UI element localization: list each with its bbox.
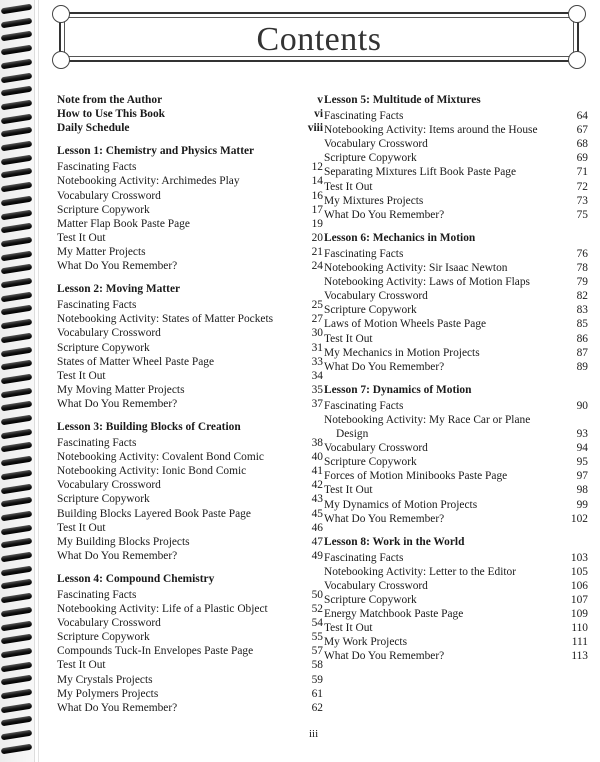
- binding-coil: [1, 346, 33, 357]
- toc-entry[interactable]: [57, 701, 323, 715]
- toc-entry-page: 49: [311, 549, 323, 562]
- toc-entry[interactable]: [57, 673, 323, 687]
- toc-entry-page: 19: [311, 217, 323, 230]
- toc-entry-label: Forces of Motion Minibooks Paste Page: [324, 470, 508, 483]
- binding-coil: [1, 127, 33, 138]
- toc-entry[interactable]: [324, 137, 588, 151]
- toc-entry-label: Scripture Copywork: [324, 456, 417, 469]
- toc-entry-page: 103: [570, 551, 588, 564]
- binding-coil: [1, 579, 33, 590]
- toc-entry-label: Fascinating Facts: [57, 161, 137, 174]
- toc-entry-label: Vocabulary Crossword: [57, 617, 161, 630]
- toc-entry-page: 102: [570, 512, 588, 525]
- binding-coil: [1, 606, 33, 617]
- toc-entry-label: Vocabulary Crossword: [324, 138, 428, 151]
- toc-entry[interactable]: [324, 512, 588, 526]
- toc-entry[interactable]: [324, 399, 588, 413]
- toc-entry-page: 99: [576, 498, 588, 511]
- title-frame: [59, 12, 579, 62]
- toc-entry-label: My Polymers Projects: [57, 687, 159, 700]
- toc-entry[interactable]: [57, 245, 323, 259]
- toc-entry-page: 79: [576, 276, 588, 289]
- toc-entry-page: 21: [311, 245, 323, 258]
- toc-entry-label: What Do You Remember?: [324, 512, 445, 525]
- toc-entry-page: 85: [576, 318, 588, 331]
- binding-coil: [1, 86, 33, 97]
- toc-entry-label: Test It Out: [57, 369, 106, 382]
- toc-entry-label: Fascinating Facts: [57, 589, 137, 601]
- toc-entry-label: Fascinating Facts: [324, 247, 404, 260]
- toc-entry-label: Compounds Tuck-In Envelopes Paste Page: [57, 645, 254, 658]
- toc-entry-label: Notebooking Activity: Laws of Motion Flaps: [324, 276, 530, 289]
- binding-coil: [1, 141, 33, 152]
- toc-entry-page: vi: [314, 108, 323, 121]
- toc-entry-label: Notebooking Activity: Letter to the Editor: [324, 565, 517, 578]
- toc-entry[interactable]: [324, 441, 588, 455]
- lesson-heading[interactable]: Lesson 6: Mechanics in Motion: [324, 231, 476, 244]
- toc-entry-label: Notebooking Activity: My Race Car or Plane: [324, 413, 531, 426]
- toc-entry-label: Scripture Copywork: [57, 341, 150, 354]
- toc-entry-label: My Matter Projects: [57, 245, 146, 258]
- toc-entry-label: Test It Out: [324, 180, 373, 193]
- toc-entry-page: 75: [576, 208, 588, 221]
- toc-entry[interactable]: [57, 326, 323, 340]
- toc-entry[interactable]: [324, 413, 588, 441]
- toc-entry-page: 109: [570, 608, 588, 621]
- toc-entry[interactable]: [324, 194, 588, 208]
- binding-coil: [1, 428, 33, 439]
- binding-coil: [1, 332, 33, 343]
- toc-entry[interactable]: [57, 630, 323, 644]
- toc-entry[interactable]: [57, 535, 323, 549]
- toc-entry-label: Scripture Copywork: [57, 493, 150, 506]
- binding-coil: [1, 360, 33, 371]
- toc-entry-page: 59: [311, 673, 323, 686]
- toc-entry[interactable]: [57, 107, 323, 121]
- toc-entry-label: Notebooking Activity: Sir Isaac Newton: [324, 262, 508, 275]
- binding-coil: [1, 483, 33, 494]
- lesson-heading[interactable]: Lesson 2: Moving Matter: [57, 283, 181, 296]
- binding-coil: [1, 620, 33, 631]
- lesson-heading[interactable]: Lesson 7: Dynamics of Motion: [324, 383, 472, 396]
- toc-entry-label: How to Use This Book: [57, 108, 166, 121]
- toc-entry[interactable]: [324, 317, 588, 331]
- toc-entry-page: 86: [576, 332, 588, 345]
- binding-coil: [1, 469, 33, 480]
- binding-coil: [1, 182, 33, 193]
- toc-entry-page: 89: [576, 360, 588, 373]
- spiral-binding: [0, 0, 35, 762]
- toc-entry-label: Scripture Copywork: [324, 594, 417, 607]
- toc-entry[interactable]: [324, 109, 588, 123]
- binding-coil: [1, 634, 33, 645]
- toc-entry[interactable]: [324, 565, 588, 579]
- toc-entry[interactable]: [57, 383, 323, 397]
- binding-coil: [1, 374, 33, 385]
- toc-entry[interactable]: [324, 247, 588, 261]
- toc-entry-label: Vocabulary Crossword: [57, 479, 161, 492]
- lesson-heading[interactable]: Lesson 5: Multitude of Mixtures: [324, 94, 481, 106]
- toc-entry[interactable]: [324, 455, 588, 469]
- toc-entry-label: Test It Out: [57, 231, 106, 244]
- toc-entry-label: Notebooking Activity: Archimedes Play: [57, 175, 240, 188]
- binding-coil: [1, 511, 33, 522]
- toc-entry[interactable]: [57, 687, 323, 701]
- lesson-heading[interactable]: Lesson 3: Building Blocks of Creation: [57, 420, 241, 433]
- toc-entry-page: 69: [576, 152, 588, 165]
- binding-coil: [1, 100, 33, 111]
- toc-entry-page: 94: [576, 442, 588, 455]
- toc-entry-label: What Do You Remember?: [324, 360, 445, 373]
- toc-entry-label: What Do You Remember?: [324, 208, 445, 221]
- toc-entry[interactable]: [57, 341, 323, 355]
- toc-entry-page: 33: [311, 355, 323, 368]
- toc-entry[interactable]: [57, 369, 323, 383]
- toc-entry[interactable]: [324, 593, 588, 607]
- toc-entry-page: 87: [576, 346, 588, 359]
- toc-entry-page: 97: [576, 470, 588, 483]
- toc-entry-page: 24: [311, 260, 323, 273]
- toc-entry-label: Notebooking Activity: States of Matter Pockets: [57, 313, 274, 326]
- binding-coil: [1, 209, 33, 220]
- toc-entry[interactable]: [324, 151, 588, 165]
- binding-coil: [1, 497, 33, 508]
- binding-coil: [1, 730, 33, 741]
- toc-entry[interactable]: [57, 93, 323, 107]
- toc-entry[interactable]: [57, 355, 323, 369]
- toc-entry-page: 71: [576, 166, 588, 179]
- toc-entry-page: 83: [576, 304, 588, 317]
- toc-entry-label: Vocabulary Crossword: [57, 327, 161, 340]
- toc-entry-page: 62: [311, 701, 323, 714]
- binding-coil: [1, 743, 33, 754]
- contents-page: [38, 0, 600, 762]
- toc-entry-page: 68: [576, 138, 588, 151]
- binding-coil: [1, 689, 33, 700]
- toc-entry-page: 95: [576, 456, 588, 469]
- toc-entry-label: Test It Out: [324, 622, 373, 635]
- toc-entry-page: 14: [311, 175, 323, 188]
- toc-entry-label: Fascinating Facts: [324, 399, 404, 412]
- toc-entry-label: What Do You Remember?: [324, 650, 445, 663]
- binding-coil: [1, 415, 33, 426]
- toc-entry-label: My Mechanics in Motion Projects: [324, 346, 480, 359]
- toc-entry-label: Daily Schedule: [57, 122, 130, 135]
- toc-entry[interactable]: [57, 507, 323, 521]
- lesson-heading[interactable]: Lesson 4: Compound Chemistry: [57, 572, 215, 585]
- toc-entry-page: 78: [576, 262, 588, 275]
- toc-entry-page: 47: [311, 535, 323, 548]
- toc-entry-label: Fascinating Facts: [324, 551, 404, 564]
- toc-entry[interactable]: [57, 464, 323, 478]
- toc-entry[interactable]: [324, 123, 588, 137]
- toc-entry-label: States of Matter Wheel Paste Page: [57, 355, 214, 368]
- toc-column-left: [57, 93, 323, 715]
- toc-entry-label-continued: Design: [336, 428, 369, 441]
- toc-entry[interactable]: [324, 275, 588, 289]
- toc-entry-page: 41: [311, 465, 323, 478]
- toc-entry-label: What Do You Remember?: [57, 260, 178, 273]
- toc-entry-page: 42: [311, 479, 323, 492]
- toc-entry[interactable]: [57, 189, 323, 203]
- binding-coil: [1, 702, 33, 713]
- toc-entry-page: 30: [311, 327, 323, 340]
- binding-coil: [1, 456, 33, 467]
- toc-entry[interactable]: [57, 492, 323, 506]
- toc-entry-page: 50: [311, 589, 323, 601]
- toc-entry[interactable]: [324, 649, 588, 663]
- toc-entry-label: Scripture Copywork: [57, 631, 150, 644]
- toc-entry-page: 38: [311, 437, 323, 450]
- toc-entry[interactable]: [57, 588, 323, 602]
- binding-coil: [1, 716, 33, 727]
- toc-entry[interactable]: [57, 174, 323, 188]
- toc-entry[interactable]: [57, 160, 323, 174]
- toc-entry-page: 57: [311, 645, 323, 658]
- binding-coil: [1, 168, 33, 179]
- binding-coil: [1, 154, 33, 165]
- binding-coil: [1, 250, 33, 261]
- toc-entry[interactable]: [57, 478, 323, 492]
- toc-entry-page: 17: [311, 203, 323, 216]
- toc-entry-label: Energy Matchbook Paste Page: [324, 608, 464, 621]
- toc-entry-label: My Dynamics of Motion Projects: [324, 498, 478, 511]
- toc-entry-page: 90: [576, 399, 588, 412]
- toc-entry[interactable]: [57, 521, 323, 535]
- binding-coil: [1, 45, 33, 56]
- toc-entry[interactable]: [57, 259, 323, 273]
- binding-coil: [1, 195, 33, 206]
- toc-entry[interactable]: [324, 607, 588, 621]
- toc-entry[interactable]: [324, 332, 588, 346]
- toc-entry-label: Fascinating Facts: [57, 437, 137, 450]
- toc-entry-label: Scripture Copywork: [324, 152, 417, 165]
- toc-entry[interactable]: [57, 298, 323, 312]
- binding-coil: [1, 442, 33, 453]
- toc-entry-page: 76: [576, 247, 588, 260]
- binding-coil: [1, 223, 33, 234]
- binding-coil: [1, 593, 33, 604]
- toc-entry-page: 82: [576, 290, 588, 303]
- toc-entry-label: Notebooking Activity: Covalent Bond Comic: [57, 451, 264, 464]
- toc-entry-label: My Work Projects: [324, 636, 408, 649]
- toc-entry-label: Notebooking Activity: Life of a Plastic Object: [57, 603, 268, 616]
- toc-entry[interactable]: [57, 436, 323, 450]
- toc-entry[interactable]: [57, 450, 323, 464]
- toc-entry[interactable]: [324, 346, 588, 360]
- toc-entry[interactable]: [324, 635, 588, 649]
- binding-coil: [1, 113, 33, 124]
- toc-entry-label: Scripture Copywork: [324, 304, 417, 317]
- toc-entry-label: What Do You Remember?: [57, 397, 178, 410]
- toc-entry-page: 31: [311, 341, 323, 354]
- toc-entry[interactable]: [57, 644, 323, 658]
- binding-coil: [1, 387, 33, 398]
- toc-entry[interactable]: [324, 483, 588, 497]
- toc-entry-page: 35: [311, 383, 323, 396]
- toc-entry-page: 64: [576, 110, 588, 123]
- binding-coil: [1, 17, 33, 28]
- toc-entry-page: 54: [311, 617, 323, 630]
- toc-entry[interactable]: [324, 180, 588, 194]
- toc-entry-page: 25: [311, 299, 323, 312]
- toc-entry-label: Laws of Motion Wheels Paste Page: [324, 318, 487, 331]
- toc-entry-label: Note from the Author: [57, 94, 163, 106]
- toc-entry-page: 111: [571, 636, 588, 649]
- toc-entry-page: 107: [570, 594, 588, 607]
- toc-entry-page: 43: [311, 493, 323, 506]
- binding-coil: [1, 58, 33, 69]
- toc-entry[interactable]: [57, 602, 323, 616]
- toc-column-right: [324, 93, 588, 664]
- toc-entry[interactable]: [57, 217, 323, 231]
- binding-coil: [1, 401, 33, 412]
- page-title: Contents: [256, 21, 382, 58]
- toc-entry[interactable]: [324, 360, 588, 374]
- toc-entry-page: 61: [311, 687, 323, 700]
- binding-coil: [1, 675, 33, 686]
- toc-entry-page: 110: [571, 622, 588, 635]
- binding-coil: [1, 319, 33, 330]
- toc-entry-label: My Crystals Projects: [57, 673, 153, 686]
- toc-entry-page: 113: [571, 650, 588, 663]
- toc-entry-page: 93: [576, 428, 588, 441]
- toc-entry-page: 40: [311, 451, 323, 464]
- toc-entry-label: Test It Out: [324, 484, 373, 497]
- binding-coil: [1, 648, 33, 659]
- toc-entry-label: Test It Out: [57, 659, 106, 672]
- binding-coil: [1, 524, 33, 535]
- toc-entry-page: 73: [576, 194, 588, 207]
- toc-entry[interactable]: [324, 579, 588, 593]
- binding-coil: [1, 552, 33, 563]
- toc-entry-label: My Building Blocks Projects: [57, 535, 190, 548]
- toc-entry[interactable]: [57, 616, 323, 630]
- toc-entry-page: v: [317, 94, 323, 106]
- toc-entry[interactable]: [57, 397, 323, 411]
- toc-entry-label: Notebooking Activity: Ionic Bond Comic: [57, 465, 247, 478]
- toc-entry[interactable]: [324, 469, 588, 483]
- toc-entry[interactable]: [324, 289, 588, 303]
- toc-entry[interactable]: [324, 498, 588, 512]
- toc-entry-label: Building Blocks Layered Book Paste Page: [57, 507, 251, 520]
- toc-entry-label: Vocabulary Crossword: [324, 290, 428, 303]
- toc-entry-page: 12: [311, 161, 323, 174]
- toc-entry-page: 98: [576, 484, 588, 497]
- toc-entry-label: Notebooking Activity: Items around the House: [324, 124, 538, 137]
- toc-entry-page: 37: [311, 397, 323, 410]
- toc-entry-page: 34: [311, 369, 323, 382]
- toc-entry-label: Vocabulary Crossword: [324, 442, 428, 455]
- toc-entry-label: Scripture Copywork: [57, 203, 150, 216]
- binding-coil: [1, 237, 33, 248]
- binding-coil: [1, 538, 33, 549]
- toc-entry[interactable]: [324, 551, 588, 565]
- toc-entry[interactable]: [324, 621, 588, 635]
- toc-entry-page: 105: [570, 565, 588, 578]
- binding-coil: [1, 278, 33, 289]
- binding-coil: [1, 565, 33, 576]
- toc-entry[interactable]: [57, 203, 323, 217]
- toc-entry[interactable]: [324, 261, 588, 275]
- toc-entry-page: 20: [311, 231, 323, 244]
- toc-entry-label: My Mixtures Projects: [324, 194, 424, 207]
- toc-entry[interactable]: [324, 165, 588, 179]
- toc-entry-label: Fascinating Facts: [57, 299, 137, 312]
- binding-coil: [1, 661, 33, 672]
- toc-entry-label: Test It Out: [57, 521, 106, 534]
- toc-entry-label: Test It Out: [324, 332, 373, 345]
- toc-entry-label: Vocabulary Crossword: [324, 580, 428, 592]
- lesson-heading[interactable]: Lesson 8: Work in the World: [324, 535, 465, 548]
- toc-entry-page: 55: [311, 631, 323, 644]
- lesson-heading[interactable]: Lesson 1: Chemistry and Physics Matter: [57, 145, 255, 158]
- binding-coil: [1, 72, 33, 83]
- binding-coil: [1, 264, 33, 275]
- toc-entry-label: Fascinating Facts: [324, 110, 404, 123]
- toc-entry-page: 106: [570, 580, 588, 592]
- toc-entry-page: 45: [311, 507, 323, 520]
- binding-coil: [1, 305, 33, 316]
- binding-coil: [1, 31, 33, 42]
- toc-entry[interactable]: [57, 121, 323, 135]
- toc-entry-page: 16: [311, 189, 323, 202]
- toc-entry-page: 27: [311, 313, 323, 326]
- toc-entry-label: Separating Mixtures Lift Book Paste Page: [324, 166, 517, 179]
- toc-entry-page: 72: [576, 180, 588, 193]
- toc-entry-label: What Do You Remember?: [57, 549, 178, 562]
- toc-entry-label: What Do You Remember?: [57, 701, 178, 714]
- toc-entry-page: 46: [311, 521, 323, 534]
- toc-entry[interactable]: [57, 549, 323, 563]
- toc-entry-page: viii: [307, 122, 323, 135]
- binding-coil: [1, 291, 33, 302]
- toc-entry-page: 58: [311, 659, 323, 672]
- toc-entry[interactable]: [324, 208, 588, 222]
- page-number: iii: [309, 728, 319, 740]
- binding-coil: [1, 4, 33, 15]
- toc-entry[interactable]: [57, 658, 323, 672]
- toc-entry[interactable]: [57, 231, 323, 245]
- toc-entry-label: Matter Flap Book Paste Page: [57, 217, 190, 230]
- toc-entry-page: 67: [576, 124, 588, 137]
- toc-entry[interactable]: [57, 312, 323, 326]
- toc-entry-page: 52: [311, 603, 323, 616]
- toc-entry[interactable]: [324, 303, 588, 317]
- toc-entry-label: Vocabulary Crossword: [57, 189, 161, 202]
- toc-entry-label: My Moving Matter Projects: [57, 383, 185, 396]
